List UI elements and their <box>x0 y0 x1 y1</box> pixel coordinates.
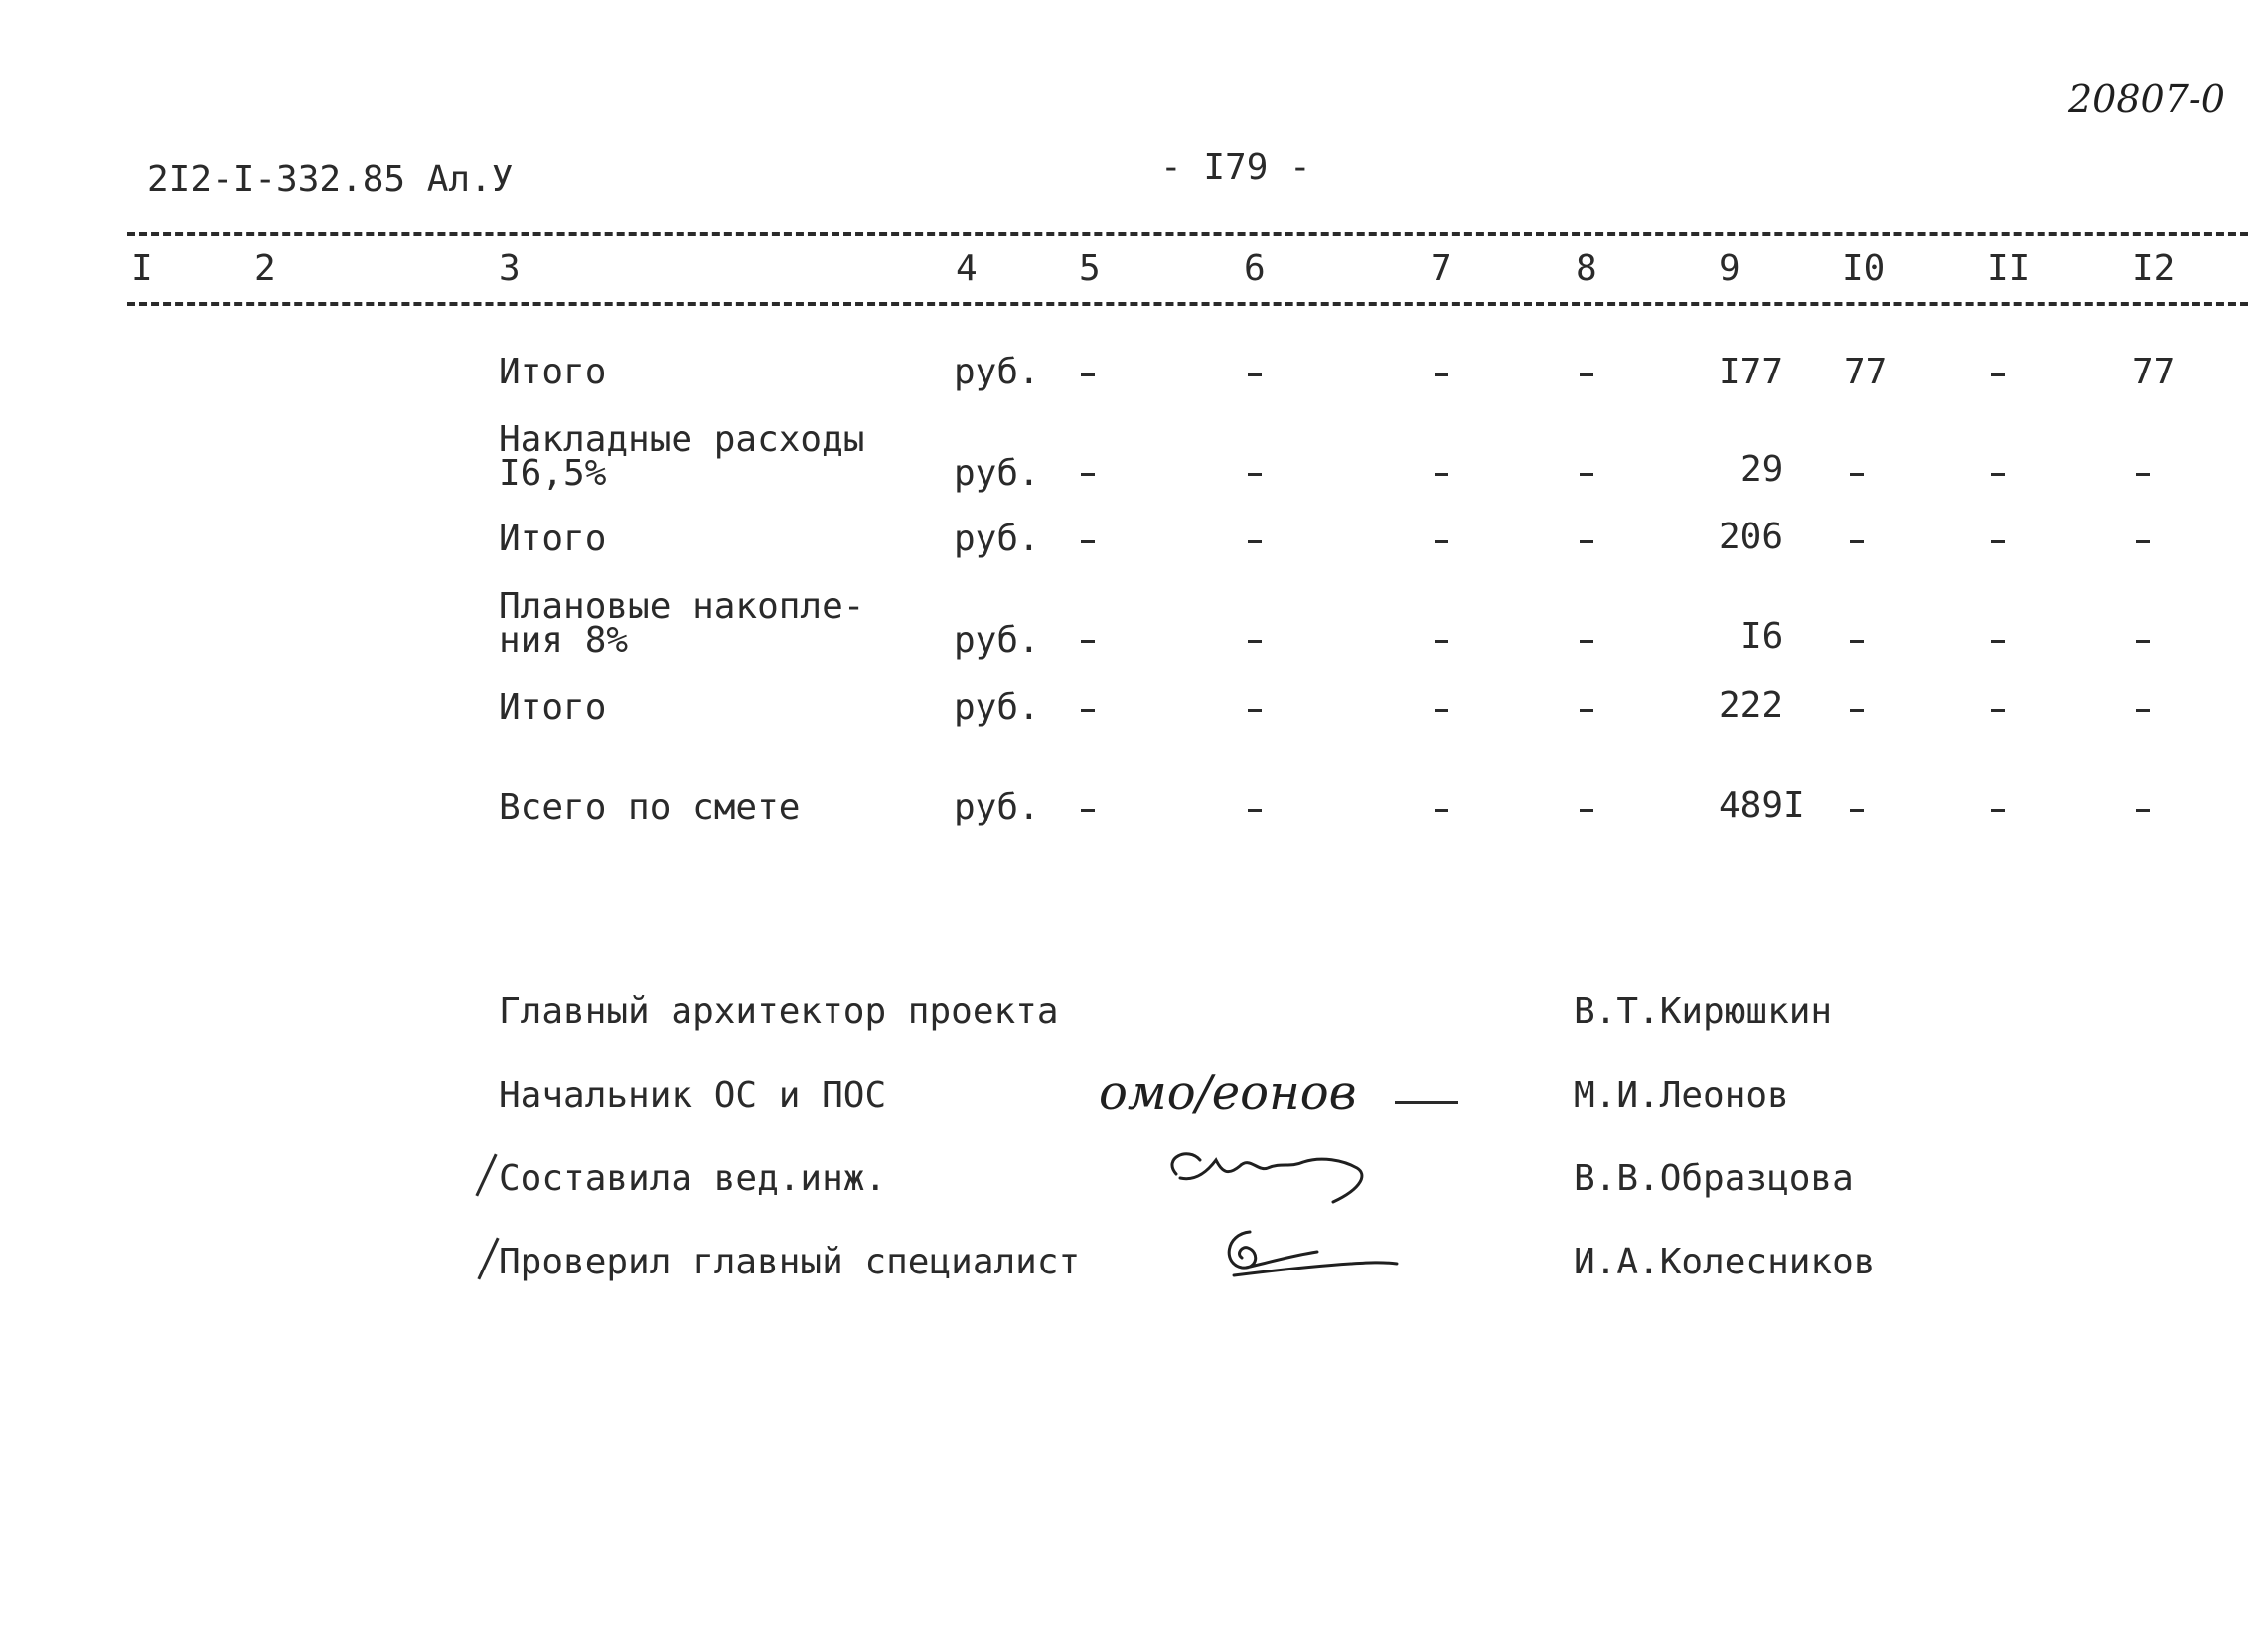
column-header-6: 6 <box>1244 248 1266 289</box>
row-6-col5-dash <box>1081 809 1095 812</box>
row-1-col9-value: I77 <box>1719 352 1784 392</box>
row-5-col8-dash <box>1580 709 1593 712</box>
row-2-col12-dash <box>2136 473 2150 476</box>
row-2-unit: руб. <box>954 453 1040 494</box>
row-6-label: Всего по смете <box>499 787 801 827</box>
column-header-11: II <box>1987 248 2031 289</box>
row-1-label: Итого <box>499 352 607 392</box>
row-3-col6-dash <box>1248 540 1262 543</box>
row-1-col5-dash <box>1081 373 1095 376</box>
column-header-9: 9 <box>1719 248 1740 289</box>
margin-slash-mark-2 <box>477 1238 499 1280</box>
column-header-7: 7 <box>1431 248 1452 289</box>
row-1-col11-dash <box>1991 373 2005 376</box>
row-5-col12-dash <box>2136 709 2150 712</box>
handwritten-signature-kolesnikov <box>1212 1218 1421 1287</box>
handwritten-signature-leonov: омо/еонов <box>1099 1065 1357 1120</box>
row-2-col11-dash <box>1991 473 2005 476</box>
signature-role-2: Начальник ОС и ПОС <box>499 1075 887 1116</box>
row-3-unit: руб. <box>954 519 1040 559</box>
row-4-col7-dash <box>1435 640 1448 643</box>
row-4-label-line-2: ния 8% <box>499 620 629 661</box>
column-header-1: I <box>131 248 153 289</box>
column-header-3: 3 <box>499 248 521 289</box>
handwritten-signature-leonov-tail <box>1395 1101 1458 1104</box>
row-2-col9-value: 29 <box>1740 449 1784 490</box>
row-3-col8-dash <box>1580 540 1593 543</box>
row-5-unit: руб. <box>954 687 1040 728</box>
row-2-col10-dash <box>1850 473 1864 476</box>
signature-role-1: Главный архитектор проекта <box>499 991 1059 1032</box>
signature-role-4: Проверил главный специалист <box>499 1242 1081 1282</box>
document-code: 2I2-I-332.85 Ал.У <box>147 159 514 200</box>
row-1-col10-value: 77 <box>1844 352 1888 392</box>
row-4-col11-dash <box>1991 640 2005 643</box>
row-6-col12-dash <box>2136 809 2150 812</box>
row-2-label-line-2: I6,5% <box>499 453 607 494</box>
column-header-4: 4 <box>956 248 978 289</box>
archive-number: 20807-0 <box>2068 77 2225 121</box>
row-6-col9-value: 489I <box>1719 785 1805 825</box>
row-3-col10-dash <box>1850 540 1864 543</box>
row-4-col8-dash <box>1580 640 1593 643</box>
row-5-col10-dash <box>1850 709 1864 712</box>
row-4-col10-dash <box>1850 640 1864 643</box>
row-5-col11-dash <box>1991 709 2005 712</box>
row-1-col12-value: 77 <box>2132 352 2176 392</box>
row-4-col9-value: I6 <box>1740 616 1784 657</box>
column-header-5: 5 <box>1079 248 1101 289</box>
signature-role-3: Составила вед.инж. <box>499 1158 887 1199</box>
row-1-col6-dash <box>1248 373 1262 376</box>
row-6-unit: руб. <box>954 787 1040 827</box>
signature-name-4: И.А.Колесников <box>1574 1242 1876 1282</box>
row-4-col6-dash <box>1248 640 1262 643</box>
row-1-unit: руб. <box>954 352 1040 392</box>
row-1-col7-dash <box>1435 373 1448 376</box>
row-3-col12-dash <box>2136 540 2150 543</box>
row-3-col9-value: 206 <box>1719 517 1784 557</box>
row-5-col9-value: 222 <box>1719 685 1784 726</box>
row-3-col11-dash <box>1991 540 2005 543</box>
row-4-col5-dash <box>1081 640 1095 643</box>
column-header-10: I0 <box>1842 248 1886 289</box>
row-2-col7-dash <box>1435 473 1448 476</box>
row-4-col12-dash <box>2136 640 2150 643</box>
row-4-unit: руб. <box>954 620 1040 661</box>
header-top-rule <box>127 232 2248 236</box>
row-5-col5-dash <box>1081 709 1095 712</box>
row-3-col7-dash <box>1435 540 1448 543</box>
row-5-col7-dash <box>1435 709 1448 712</box>
column-header-8: 8 <box>1576 248 1597 289</box>
row-2-col6-dash <box>1248 473 1262 476</box>
row-2-label-line-1: Накладные расходы <box>499 419 865 460</box>
row-3-col5-dash <box>1081 540 1095 543</box>
margin-slash-mark-1 <box>475 1154 497 1197</box>
row-4-label-line-1: Плановые накопле- <box>499 586 865 627</box>
row-2-col8-dash <box>1580 473 1593 476</box>
row-6-col6-dash <box>1248 809 1262 812</box>
signature-name-2: М.И.Леонов <box>1574 1075 1789 1116</box>
page-number: - I79 - <box>1160 147 1311 188</box>
column-header-2: 2 <box>254 248 276 289</box>
row-3-label: Итого <box>499 519 607 559</box>
header-bottom-rule <box>127 302 2248 306</box>
row-2-col5-dash <box>1081 473 1095 476</box>
row-5-col6-dash <box>1248 709 1262 712</box>
row-6-col7-dash <box>1435 809 1448 812</box>
row-6-col10-dash <box>1850 809 1864 812</box>
column-header-12: I2 <box>2132 248 2176 289</box>
signature-name-3: В.В.Образцова <box>1574 1158 1854 1199</box>
handwritten-signature-obraztsova <box>1158 1138 1387 1208</box>
row-6-col8-dash <box>1580 809 1593 812</box>
row-6-col11-dash <box>1991 809 2005 812</box>
signature-name-1: В.Т.Кирюшкин <box>1574 991 1833 1032</box>
row-1-col8-dash <box>1580 373 1593 376</box>
row-5-label: Итого <box>499 687 607 728</box>
